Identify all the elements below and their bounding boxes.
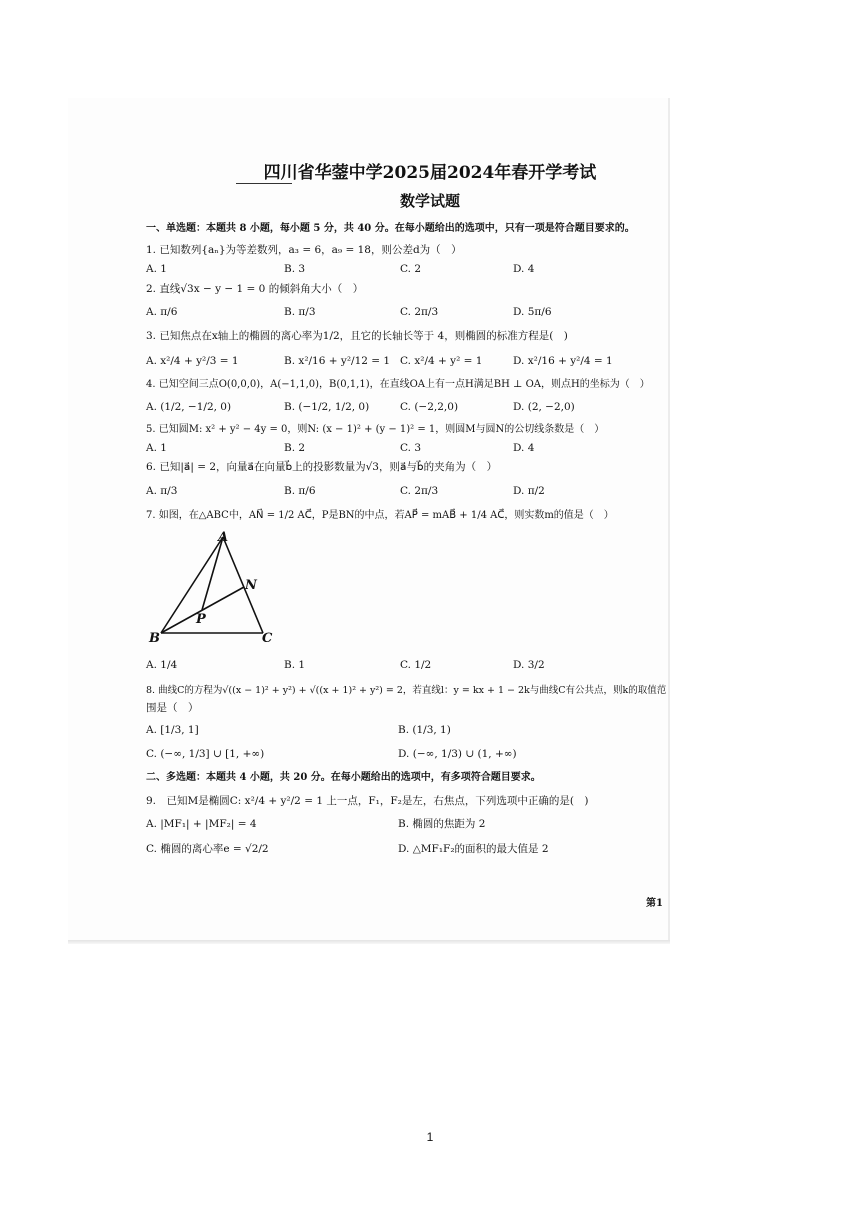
triangle-figure [148,530,278,645]
scan-edge-right [668,98,670,944]
question-5-option-c: C. 3 [400,442,422,454]
question-4-option-b: B. (−1/2, 1/2, 0) [284,401,370,413]
question-2-option-c: C. 2π/3 [400,306,439,318]
header-rule [236,183,292,184]
question-6-option-b: B. π/6 [284,485,316,497]
question-1-option-a: A. 1 [146,263,167,275]
question-3-stem: 3. 已知焦点在x轴上的椭圆的离心率为1/2，且它的长轴长等于 4，则椭圆的标准方程是( ) [146,330,568,342]
vertex-label-c: C [262,631,273,645]
exam-title: 四川省华蓥中学2025届2024年春开学考试 [263,163,597,183]
segment-ab [161,537,223,633]
question-8-stem-continued: 围是（ ） [146,702,199,714]
question-5-option-b: B. 2 [284,442,306,454]
point-label-n: N [245,578,257,593]
page-marker: 第1 [646,898,663,909]
question-3-option-d: D. x²/16 + y²/4 = 1 [513,355,613,367]
question-6-option-d: D. π/2 [513,485,545,497]
question-2-option-b: B. π/3 [284,306,316,318]
question-7-option-c: C. 1/2 [400,659,432,671]
question-2-option-a: A. π/6 [146,306,178,318]
question-9-option-d: D. △MF₁F₂的面积的最大值是 2 [398,843,549,855]
question-7-option-d: D. 3/2 [513,659,545,671]
exam-subtitle: 数学试题 [399,192,460,210]
question-7-option-b: B. 1 [284,659,306,671]
question-7-option-a: A. 1/4 [146,659,178,671]
question-6-option-c: C. 2π/3 [400,485,439,497]
question-4-stem: 4. 已知空间三点O(0,0,0)，A(−1,1,0)，B(0,1,1)，在直线OA上有一点H满足BH ⊥ OA，则点H的坐标为（ ） [146,379,650,390]
question-1-option-b: B. 3 [284,263,306,275]
question-5-stem: 5. 已知圆M: x² + y² − 4y = 0，则N: (x − 1)² + (y − 1)² = 1，则圆M与圆N的公切线条数是（ ） [146,424,605,435]
segment-ac [223,537,263,633]
question-9-option-a: A. |MF₁| + |MF₂| = 4 [146,818,257,830]
question-4-option-c: C. (−2,2,0) [400,401,459,413]
question-2-stem: 2. 直线√3x − y − 1 = 0 的倾斜角大小（ ） [146,283,364,295]
question-4-option-d: D. (2, −2,0) [513,401,575,413]
question-8-option-c: C. (−∞, 1/3] ∪ [1, +∞) [146,748,265,760]
question-7-stem: 7. 如图，在△ABC中，AN⃗ = 1/2 AC⃗，P是BN的中点，若AP⃗ = mAB⃗ + 1/4 AC⃗，则实数m的值是（ ） [146,510,614,521]
vertex-label-b: B [149,631,160,645]
point-label-p: P [196,612,206,627]
question-3-option-c: C. x²/4 + y² = 1 [400,355,483,367]
question-2-option-d: D. 5π/6 [513,306,552,318]
section-heading-single: 一、单选题：本题共 8 小题，每小题 5 分，共 40 分。在每小题给出的选项中，只有一项是符合题目要求的。 [146,223,635,234]
question-1-option-c: C. 2 [400,263,422,275]
question-1-stem: 1. 已知数列{aₙ}为等差数列，a₃ = 6，a₉ = 18，则公差d为（ ） [146,244,462,256]
question-4-option-a: A. (1/2, −1/2, 0) [146,401,232,413]
question-8-option-a: A. [1/3, 1] [146,724,199,736]
question-8-option-d: D. (−∞, 1/3) ∪ (1, +∞) [398,748,517,760]
question-5-option-a: A. 1 [146,442,167,454]
segment-ap [202,537,223,610]
question-9-option-b: B. 椭圆的焦距为 2 [398,818,486,830]
scan-edge-bottom [68,940,670,944]
question-6-option-a: A. π/3 [146,485,178,497]
question-3-option-b: B. x²/16 + y²/12 = 1 [284,355,391,367]
question-8-stem: 8. 曲线C的方程为√((x − 1)² + y²) + √((x + 1)² + y²) = 2，若直线l：y = kx + 1 − 2k与曲线C有公共点，则k的取值范 [146,685,667,696]
section-heading-multiple: 二、多选题：本题共 4 小题，共 20 分。在每小题给出的选项中，有多项符合题目要求。 [146,772,541,783]
page-number: 1 [426,1130,434,1144]
question-1-option-d: D. 4 [513,263,535,275]
question-9-stem: 9. 已知M是椭圆C: x²/4 + y²/2 = 1 上一点，F₁，F₂是左，右焦点，下列选项中正确的是( ) [146,795,589,807]
vertex-label-a: A [218,530,229,545]
question-5-option-d: D. 4 [513,442,535,454]
question-9-option-c: C. 椭圆的离心率e = √2/2 [146,843,269,855]
question-8-option-b: B. (1/3, 1) [398,724,451,736]
question-3-option-a: A. x²/4 + y²/3 = 1 [146,355,239,367]
question-6-stem: 6. 已知|a⃗| = 2，向量a⃗在向量b⃗上的投影数量为√3，则a⃗与b⃗的夹角为（ ） [146,461,498,473]
